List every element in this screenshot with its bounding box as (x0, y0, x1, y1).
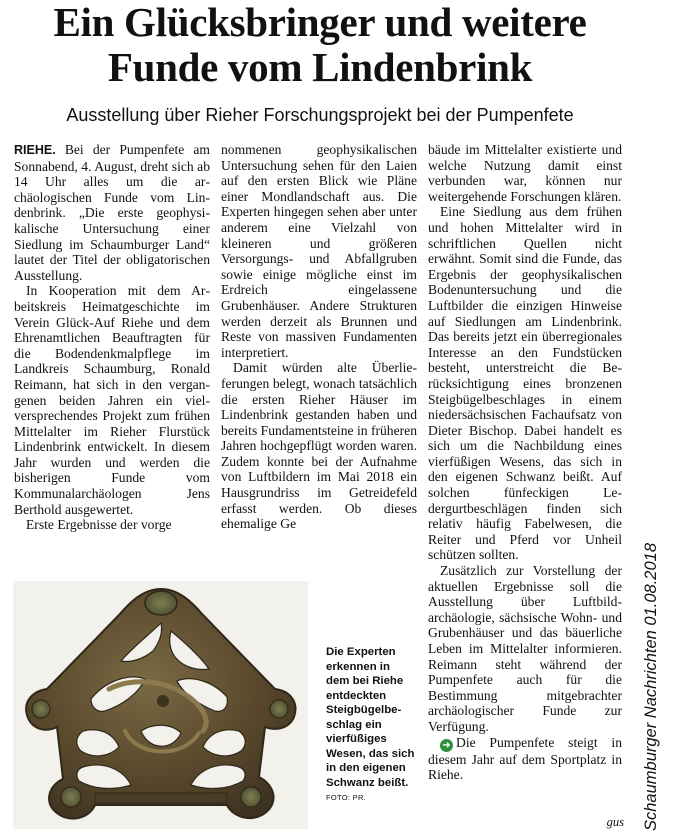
headline-line-1: Ein Glücksbringer und weitere (53, 0, 587, 45)
article-paragraph: Zusätzlich zur Vorstellung der aktuellen Ergebnisse soll die Ausstellung über Luftbildarchäologie, sächsische Wohn- und Grubenhäuser und das bäuerliche Leben im Mittelalter informieren. Reimann steht während der Pumpenfete auch für die Bestimmung mitgebrachter archäologischer Funde zur Verfügung. (428, 563, 622, 734)
article-paragraph (14, 142, 210, 283)
article-paragraph: bäude im Mittelalter existierte und welche Nutzung damit einst verbunden war, können nur weitergehende Forschungen klären. (428, 142, 622, 204)
dateline: RIEHE. (14, 143, 56, 157)
paragraph-text: Bei der Pumpenfete am Sonnabend, 4. August, dreht sich ab 14 Uhr alles um die archäologischen Funde vom Lindenbrink. „Die erste geophysikalische Untersuchung einer Siedlung im Schaumburger Land“ lautet der Titel der obligatorischen Ausstellung. (14, 142, 210, 283)
article-column-3 (428, 142, 622, 832)
author-signature: gus (606, 815, 624, 829)
headline-line-2: Funde vom Lindenbrink (107, 44, 533, 90)
source-note (631, 542, 671, 831)
green-arrow-right-icon: ➜ (440, 739, 453, 752)
source-note-text: Schaumburger Nachrichten 01.08.2018 (642, 542, 660, 831)
article-column-2 (221, 142, 417, 562)
photo-stirrup-fitting (13, 581, 308, 829)
article-paragraph: Eine Siedlung aus dem frühen und hohen Mittelalter wird in schriftlichen Quellen nicht erwähnt. Somit sind die Funde, das Ergebnis der geophysikalischen Bodenuntersuchung und die Luftbilder die einzigen Hinweise auf Siedlungen am Lindenbrink. Das bereits jetzt ein überregionales Interesse an den Fundstücken besteht, unterstreicht die Berücksichtigung eines bronzenen Steigbügelbeschlages in einem niedersächsischen Fachaufsatz von Dieter Bischop. Dabei handelt es sich um die Nachbildung eines vierfüßigen Wesens, das sich in den eigenen Schwanz beißt. Auf solchen fünfeckigen Ledergurtbeschlägen finden sich relativ häufig Fabelwesen, die Reiter und Pferd vor Unheil schützen sollten. (428, 204, 622, 563)
caption-text: Die Experten erkennen in dem bei Riehe entdeckten Steigbügelbeschlag ein vierfüßiges Wesen, das sich in den eigenen Schwanz beißt. (326, 646, 415, 789)
article-column-1 (14, 142, 210, 562)
article-paragraph: nommenen geophysikalischen Untersuchung sehen für den Laien auf den ersten Blick wie Pläne einer Mondlandschaft aus. Die Experten hingegen sehen aber unter anderem eine Vielzahl von kleineren und größeren Versorgungs- und Abfallgruben sowie einige mögliche einst im Erdreich eingelassene Grubenhäuser. Andere Strukturen werden derzeit als Brunnen und Reste von massiven Fundamenten interpretiert. (221, 142, 417, 360)
stirrup-fitting-image (13, 581, 308, 829)
headline (0, 0, 640, 90)
paragraph-text: Die Pumpenfete steigt in diesem Jahr auf dem Sportplatz in Riehe. (428, 734, 622, 783)
photo-caption (326, 645, 416, 806)
photo-credit: FOTO: PR. (326, 793, 367, 802)
subheadline: Ausstellung über Rieher Forschungsprojekt bei der Pumpenfete (66, 105, 574, 125)
article-paragraph (428, 735, 622, 783)
article-paragraph: In Kooperation mit dem Arbeitskreis Heimatgeschichte im Verein Glück-Auf Riehe und dem Ehrenamtlichen Beauftragten für die Bodendenkmalpflege im Landkreis Schaumburg, Ronald Reimann, hat sich in den vergangenen beiden Jahren ein vielversprechendes Projekt zum frühen Mittelalter im Rieher Flurstück Lindenbrink entwickelt. In diesem Jahr wurden und werden die bisherigen Funde vom Kommunalarchäologen Jens Berthold ausgewertet. (14, 283, 210, 517)
article-paragraph: Damit würden alte Überlieferungen belegt, wonach tatsächlich die ersten Rieher Häuser im Lindenbrink gestanden haben und bereits Fundamentsteine in früheren Jahren hochgepflügt worden waren. Zudem konnte bei der Aufnahme von Luftbildern im Mai 2018 ein Hausgrundriss im Getreidefeld erfasst werden. Ob dieses ehemalige Ge (221, 360, 417, 532)
article-paragraph: Erste Ergebnisse der vorge (26, 517, 172, 533)
